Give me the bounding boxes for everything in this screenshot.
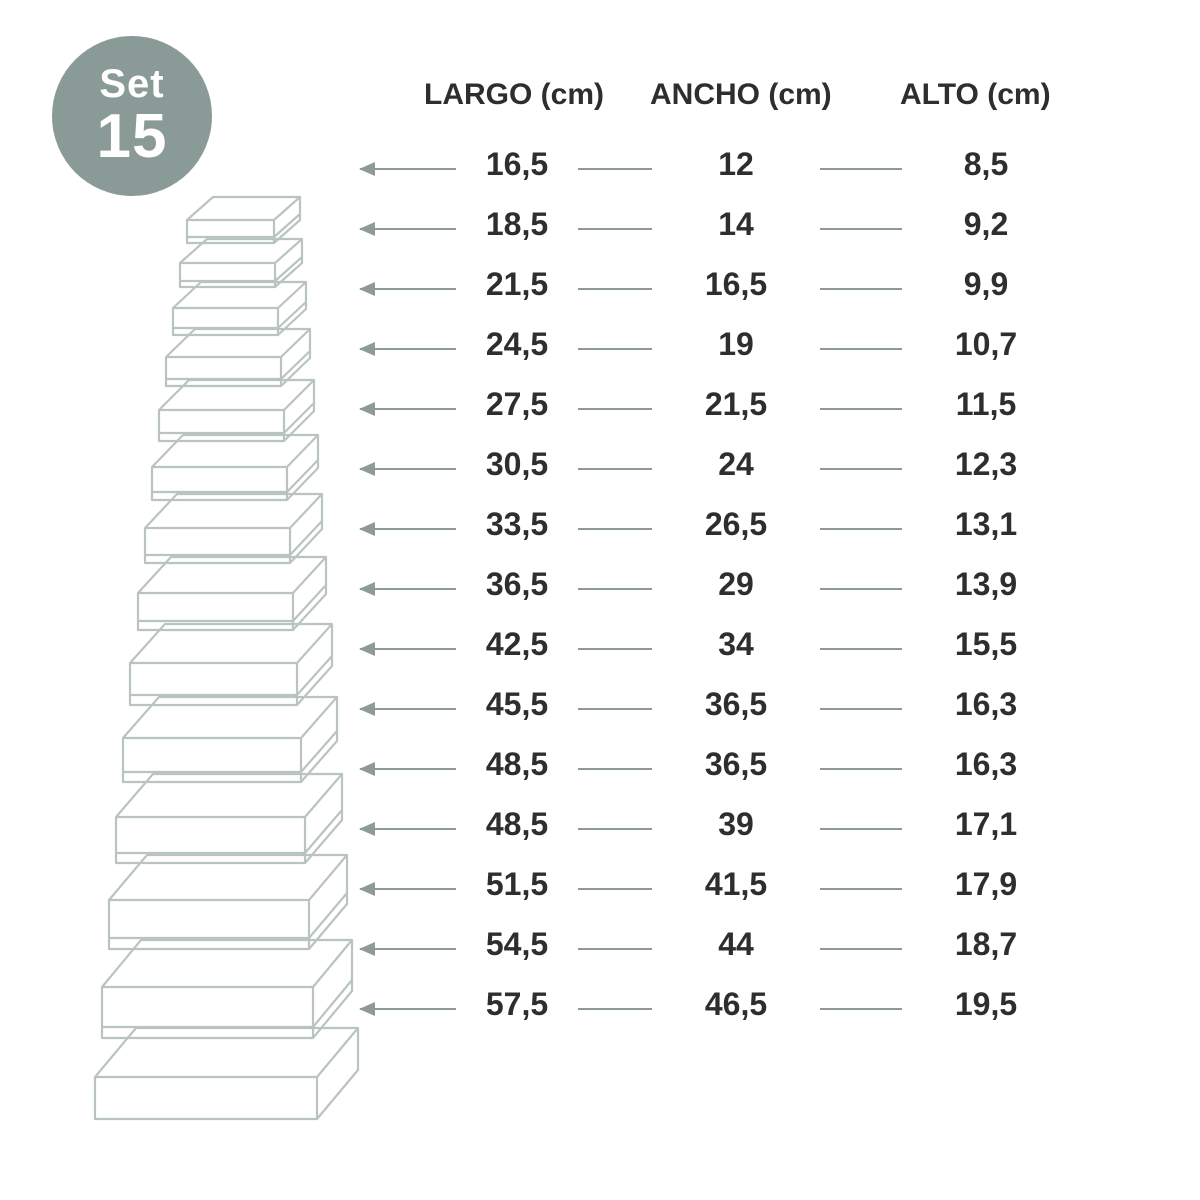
connector-line bbox=[820, 468, 902, 470]
table-row bbox=[360, 320, 1160, 380]
table-row bbox=[360, 560, 1160, 620]
connector-line bbox=[578, 708, 652, 710]
connector-line bbox=[578, 168, 652, 170]
connector-line bbox=[820, 408, 902, 410]
cell-ancho: 19 bbox=[718, 326, 754, 362]
cell-alto: 18,7 bbox=[954, 926, 1018, 962]
cell-ancho: 24 bbox=[718, 446, 754, 482]
cell-largo: 21,5 bbox=[485, 266, 549, 302]
cell-ancho: 46,5 bbox=[704, 986, 768, 1022]
set-badge-number: 15 bbox=[96, 102, 168, 171]
cell-alto: 15,5 bbox=[954, 626, 1018, 662]
box-shape-1 bbox=[187, 197, 300, 243]
connector-line bbox=[578, 468, 652, 470]
connector-line bbox=[578, 588, 652, 590]
connector-line bbox=[578, 1008, 652, 1010]
table-row bbox=[360, 920, 1160, 980]
arrow-icon bbox=[360, 708, 456, 710]
cell-alto: 8,5 bbox=[963, 146, 1009, 182]
box-shape-11 bbox=[116, 774, 342, 863]
cell-alto: 19,5 bbox=[954, 986, 1018, 1022]
connector-line bbox=[820, 348, 902, 350]
column-header-alto: ALTO (cm) bbox=[900, 78, 1051, 111]
connector-line bbox=[820, 708, 902, 710]
cell-largo: 27,5 bbox=[485, 386, 549, 422]
cell-ancho: 26,5 bbox=[704, 506, 768, 542]
connector-line bbox=[578, 828, 652, 830]
connector-line bbox=[578, 228, 652, 230]
cell-largo: 18,5 bbox=[485, 206, 549, 242]
arrow-icon bbox=[360, 648, 456, 650]
box-shape-9 bbox=[130, 624, 332, 705]
arrow-icon bbox=[360, 528, 456, 530]
connector-line bbox=[578, 768, 652, 770]
box-shape-2 bbox=[180, 239, 302, 287]
cell-largo: 30,5 bbox=[485, 446, 549, 482]
connector-line bbox=[820, 288, 902, 290]
box-shape-3 bbox=[173, 282, 306, 335]
cell-largo: 36,5 bbox=[485, 566, 549, 602]
connector-line bbox=[820, 1008, 902, 1010]
table-row bbox=[360, 860, 1160, 920]
connector-line bbox=[820, 528, 902, 530]
cell-ancho: 29 bbox=[718, 566, 754, 602]
cell-largo: 24,5 bbox=[485, 326, 549, 362]
box-shape-13 bbox=[102, 940, 352, 1038]
table-header-row bbox=[360, 60, 1160, 130]
arrow-icon bbox=[360, 888, 456, 890]
arrow-icon bbox=[360, 828, 456, 830]
cell-alto: 11,5 bbox=[955, 386, 1017, 422]
table-row bbox=[360, 740, 1160, 800]
cell-largo: 54,5 bbox=[485, 926, 549, 962]
table-row bbox=[360, 500, 1160, 560]
cell-alto: 13,1 bbox=[954, 506, 1018, 542]
connector-line bbox=[820, 228, 902, 230]
box-shape-7 bbox=[145, 494, 322, 563]
connector-line bbox=[820, 648, 902, 650]
connector-line bbox=[820, 588, 902, 590]
box-shape-14 bbox=[95, 1028, 358, 1119]
connector-line bbox=[820, 168, 902, 170]
cell-alto: 17,1 bbox=[954, 806, 1018, 842]
cell-alto: 10,7 bbox=[954, 326, 1018, 362]
cell-largo: 51,5 bbox=[485, 866, 549, 902]
connector-line bbox=[578, 948, 652, 950]
connector-line bbox=[820, 768, 902, 770]
arrow-icon bbox=[360, 288, 456, 290]
arrow-icon bbox=[360, 948, 456, 950]
box-shape-5 bbox=[159, 380, 314, 441]
cell-alto: 17,9 bbox=[954, 866, 1018, 902]
cell-ancho: 34 bbox=[718, 626, 754, 662]
table-row bbox=[360, 440, 1160, 500]
box-shape-10 bbox=[123, 697, 337, 782]
cell-ancho: 36,5 bbox=[704, 686, 768, 722]
cell-alto: 13,9 bbox=[954, 566, 1018, 602]
arrow-icon bbox=[360, 468, 456, 470]
connector-line bbox=[578, 408, 652, 410]
table-row bbox=[360, 380, 1160, 440]
connector-line bbox=[578, 288, 652, 290]
cell-alto: 16,3 bbox=[954, 686, 1018, 722]
table-row bbox=[360, 800, 1160, 860]
column-header-ancho: ANCHO (cm) bbox=[650, 78, 832, 111]
arrow-icon bbox=[360, 408, 456, 410]
cell-alto: 12,3 bbox=[954, 446, 1018, 482]
arrow-icon bbox=[360, 228, 456, 230]
cell-largo: 48,5 bbox=[485, 746, 549, 782]
cell-alto: 16,3 bbox=[954, 746, 1018, 782]
cell-ancho: 39 bbox=[718, 806, 754, 842]
box-shape-4 bbox=[166, 329, 310, 386]
cell-alto: 9,9 bbox=[963, 266, 1009, 302]
connector-line bbox=[578, 348, 652, 350]
box-shape-6 bbox=[152, 435, 318, 500]
connector-line bbox=[820, 828, 902, 830]
arrow-icon bbox=[360, 348, 456, 350]
table-row bbox=[360, 200, 1160, 260]
arrow-icon bbox=[360, 768, 456, 770]
table-row bbox=[360, 680, 1160, 740]
cell-ancho: 21,5 bbox=[704, 386, 768, 422]
table-body bbox=[360, 140, 1160, 1040]
box-shape-12 bbox=[109, 855, 347, 949]
cell-ancho: 14 bbox=[718, 206, 754, 242]
connector-line bbox=[578, 648, 652, 650]
cell-largo: 33,5 bbox=[485, 506, 549, 542]
table-row bbox=[360, 980, 1160, 1040]
table-row bbox=[360, 620, 1160, 680]
cell-ancho: 41,5 bbox=[704, 866, 768, 902]
connector-line bbox=[578, 528, 652, 530]
cell-largo: 45,5 bbox=[485, 686, 549, 722]
cell-ancho: 16,5 bbox=[704, 266, 768, 302]
table-row bbox=[360, 140, 1160, 200]
connector-line bbox=[820, 888, 902, 890]
connector-line bbox=[820, 948, 902, 950]
cell-largo: 42,5 bbox=[485, 626, 549, 662]
cell-ancho: 36,5 bbox=[704, 746, 768, 782]
arrow-icon bbox=[360, 168, 456, 170]
table-row bbox=[360, 260, 1160, 320]
cell-ancho: 44 bbox=[718, 926, 754, 962]
set-badge-word: Set bbox=[99, 62, 165, 106]
arrow-icon bbox=[360, 588, 456, 590]
cell-largo: 16,5 bbox=[485, 146, 549, 182]
box-shape-8 bbox=[138, 557, 326, 630]
cell-largo: 48,5 bbox=[485, 806, 549, 842]
arrow-icon bbox=[360, 1008, 456, 1010]
connector-line bbox=[578, 888, 652, 890]
cell-ancho: 12 bbox=[718, 146, 754, 182]
dimensions-table bbox=[360, 60, 1160, 1120]
column-header-largo: LARGO (cm) bbox=[424, 78, 604, 111]
cell-largo: 57,5 bbox=[485, 986, 549, 1022]
cell-alto: 9,2 bbox=[963, 206, 1009, 242]
